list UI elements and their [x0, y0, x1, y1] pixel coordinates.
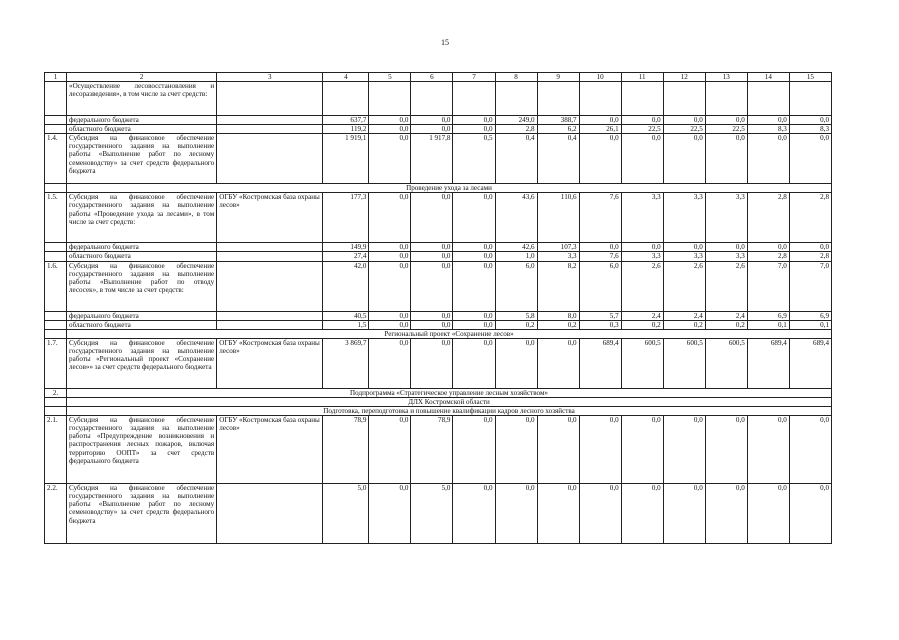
amount-cell: 0,0 — [369, 261, 411, 311]
table-row — [45, 82, 832, 116]
table-row — [45, 338, 832, 388]
amount-cell: 3,3 — [621, 193, 663, 243]
executor-organization — [217, 252, 323, 261]
section-heading-row — [45, 329, 832, 338]
amount-cell: 5,0 — [323, 484, 369, 544]
amount-cell: 0,0 — [495, 484, 537, 544]
amount-cell: 0,0 — [537, 416, 579, 484]
amount-cell: 0,0 — [747, 416, 789, 484]
amount-cell: 7,6 — [579, 193, 621, 243]
amount-cell: 8,0 — [537, 311, 579, 320]
empty-cell — [45, 407, 67, 416]
column-number: 1 — [45, 73, 67, 82]
amount-cell — [663, 82, 705, 116]
amount-cell: 689,4 — [789, 338, 831, 388]
table-header-row — [45, 73, 832, 82]
amount-cell: 637,7 — [323, 116, 369, 125]
amount-cell: 0,0 — [495, 416, 537, 484]
measure-description: федерального бюджета — [67, 311, 217, 320]
amount-cell: 0,1 — [747, 320, 789, 329]
column-number: 14 — [747, 73, 789, 82]
amount-cell: 0,0 — [747, 116, 789, 125]
amount-cell: 0,0 — [411, 252, 453, 261]
page-number: 15 — [441, 38, 449, 47]
measure-description: Субсидия на финансовое обеспечение государственного задания на выполнение работы «Предупреждение возникновения и распространения лесных пожаров, включая территорию ООПТ» за счет средств федерального бюджета — [67, 416, 217, 484]
amount-cell: 2,8 — [495, 125, 537, 134]
subprogram-heading: Подпрограмма «Стратегическое управление лесным хозяйством» — [67, 388, 832, 397]
amount-cell: 0,0 — [789, 243, 831, 252]
amount-cell: 149,9 — [323, 243, 369, 252]
amount-cell: 0,0 — [453, 125, 495, 134]
amount-cell — [453, 82, 495, 116]
amount-cell: 3,3 — [537, 252, 579, 261]
amount-cell: 22,5 — [663, 125, 705, 134]
row-number: 1.4. — [45, 134, 67, 184]
measure-description: Субсидия на финансовое обеспечение государственного задания на выполнение работы «Выполнение работ по лесному семеноводству» за счет средств федерального бюджета — [67, 134, 217, 184]
amount-cell: 0,0 — [453, 261, 495, 311]
amount-cell: 2,8 — [747, 252, 789, 261]
executor-organization — [217, 484, 323, 544]
amount-cell: 0,0 — [663, 134, 705, 184]
amount-cell — [705, 82, 747, 116]
measure-description: Субсидия на финансовое обеспечение государственного задания на выполнение работы «Проведение ухода за лесами», в том числе за счет средств: — [67, 193, 217, 243]
amount-cell: 8,3 — [747, 125, 789, 134]
amount-cell: 0,0 — [705, 243, 747, 252]
amount-cell: 2,8 — [789, 193, 831, 243]
row-number: 2.1. — [45, 416, 67, 484]
row-number — [45, 252, 67, 261]
amount-cell: 0,0 — [453, 416, 495, 484]
amount-cell: 0,0 — [747, 484, 789, 544]
column-number: 4 — [323, 73, 369, 82]
amount-cell: 600,5 — [705, 338, 747, 388]
executor-organization — [217, 311, 323, 320]
amount-cell: 0,0 — [579, 416, 621, 484]
amount-cell: 2,4 — [621, 311, 663, 320]
amount-cell: 0,0 — [663, 116, 705, 125]
row-number — [45, 243, 67, 252]
table-row — [45, 116, 832, 125]
amount-cell: 27,4 — [323, 252, 369, 261]
amount-cell: 0,0 — [453, 193, 495, 243]
amount-cell: 0,0 — [411, 116, 453, 125]
amount-cell: 0,4 — [495, 134, 537, 184]
column-number: 5 — [369, 73, 411, 82]
amount-cell: 107,3 — [537, 243, 579, 252]
amount-cell: 3,3 — [621, 252, 663, 261]
amount-cell: 3,3 — [663, 252, 705, 261]
amount-cell — [537, 82, 579, 116]
amount-cell — [579, 82, 621, 116]
amount-cell: 0,4 — [537, 134, 579, 184]
amount-cell: 0,0 — [663, 416, 705, 484]
amount-cell: 7,0 — [747, 261, 789, 311]
amount-cell: 2,6 — [621, 261, 663, 311]
amount-cell: 6,0 — [495, 261, 537, 311]
amount-cell: 0,0 — [621, 416, 663, 484]
amount-cell: 0,0 — [369, 338, 411, 388]
amount-cell: 0,0 — [495, 338, 537, 388]
section-heading-row — [45, 184, 832, 193]
amount-cell: 8,2 — [537, 261, 579, 311]
amount-cell: 0,0 — [453, 116, 495, 125]
column-number: 13 — [705, 73, 747, 82]
row-number: 2.2. — [45, 484, 67, 544]
amount-cell: 43,6 — [495, 193, 537, 243]
row-number — [45, 82, 67, 116]
amount-cell: 7,6 — [579, 252, 621, 261]
measure-description: «Осуществление лесовосстановления и лесоразведения», в том числе за счет средств: — [67, 82, 217, 116]
amount-cell: 0,0 — [789, 116, 831, 125]
amount-cell: 6,2 — [537, 125, 579, 134]
amount-cell: 5,7 — [579, 311, 621, 320]
row-number: 1.5. — [45, 193, 67, 243]
amount-cell: 42,0 — [323, 261, 369, 311]
row-number: 2. — [45, 388, 67, 397]
amount-cell: 0,0 — [579, 243, 621, 252]
amount-cell: 0,0 — [789, 484, 831, 544]
table-row — [45, 252, 832, 261]
measure-description: Субсидия на финансовое обеспечение государственного задания на выполнение работы «Выполнение работ по отводу лесосек», в том числе за счет средств: — [67, 261, 217, 311]
amount-cell: 3,3 — [705, 193, 747, 243]
amount-cell: 0,0 — [411, 261, 453, 311]
amount-cell: 0,0 — [747, 134, 789, 184]
amount-cell: 0,0 — [789, 134, 831, 184]
executor-organization — [217, 116, 323, 125]
amount-cell: 0,3 — [579, 320, 621, 329]
amount-cell: 6,0 — [579, 261, 621, 311]
executor-organization — [217, 125, 323, 134]
amount-cell: 2,8 — [789, 252, 831, 261]
amount-cell: 3,3 — [705, 252, 747, 261]
measure-description: Субсидия на финансовое обеспечение государственного задания на выполнение работы «Региональный проект «Сохранение лесов»» за счет средств федерального бюджета — [67, 338, 217, 388]
amount-cell: 0,0 — [453, 484, 495, 544]
amount-cell: 0,2 — [621, 320, 663, 329]
amount-cell: 0,1 — [789, 320, 831, 329]
column-number: 10 — [579, 73, 621, 82]
executor-organization — [217, 243, 323, 252]
amount-cell: 0,0 — [453, 320, 495, 329]
table-row — [45, 243, 832, 252]
row-number — [45, 320, 67, 329]
amount-cell: 600,5 — [663, 338, 705, 388]
column-number: 3 — [217, 73, 323, 82]
amount-cell: 0,0 — [369, 320, 411, 329]
amount-cell: 110,6 — [537, 193, 579, 243]
column-number: 12 — [663, 73, 705, 82]
amount-cell: 0,0 — [579, 134, 621, 184]
amount-cell: 0,0 — [411, 338, 453, 388]
amount-cell: 1 919,1 — [323, 134, 369, 184]
amount-cell: 0,0 — [663, 484, 705, 544]
measure-description: Субсидия на финансовое обеспечение государственного задания на выполнение работы «Выполнение работ по лесному семеноводству» за счет средств федерального бюджета — [67, 484, 217, 544]
amount-cell: 0,2 — [705, 320, 747, 329]
amount-cell — [411, 82, 453, 116]
amount-cell: 0,0 — [579, 484, 621, 544]
amount-cell: 0,0 — [369, 134, 411, 184]
amount-cell: 0,5 — [453, 134, 495, 184]
row-number — [45, 116, 67, 125]
amount-cell: 0,0 — [453, 338, 495, 388]
section-heading: Региональный проект «Сохранение лесов» — [67, 329, 832, 338]
amount-cell: 0,0 — [537, 338, 579, 388]
column-number: 15 — [789, 73, 831, 82]
amount-cell: 689,4 — [747, 338, 789, 388]
amount-cell: 2,4 — [663, 311, 705, 320]
amount-cell: 0,0 — [747, 243, 789, 252]
table-row — [45, 193, 832, 243]
table-row — [45, 320, 832, 329]
measure-description: областного бюджета — [67, 125, 217, 134]
executor-organization — [217, 82, 323, 116]
amount-cell — [323, 82, 369, 116]
amount-cell: 2,6 — [663, 261, 705, 311]
amount-cell: 2,6 — [705, 261, 747, 311]
table-row — [45, 134, 832, 184]
executor-organization: ОГБУ «Костромская база охраны лесов» — [217, 416, 323, 484]
table-row — [45, 125, 832, 134]
amount-cell: 42,6 — [495, 243, 537, 252]
amount-cell: 1,5 — [323, 320, 369, 329]
amount-cell — [369, 82, 411, 116]
section-heading-row — [45, 397, 832, 406]
amount-cell: 0,0 — [411, 125, 453, 134]
executor-organization — [217, 134, 323, 184]
empty-cell — [45, 184, 67, 193]
section-heading: Проведение ухода за лесами — [67, 184, 832, 193]
table-row — [45, 416, 832, 484]
amount-cell: 6,9 — [747, 311, 789, 320]
amount-cell — [621, 82, 663, 116]
executor-organization: ОГБУ «Костромская база охраны лесов» — [217, 338, 323, 388]
column-number: 8 — [495, 73, 537, 82]
amount-cell: 22,5 — [705, 125, 747, 134]
amount-cell: 0,0 — [369, 484, 411, 544]
amount-cell: 0,0 — [369, 252, 411, 261]
table-row — [45, 261, 832, 311]
amount-cell: 7,0 — [789, 261, 831, 311]
executor-organization: ОГБУ «Костромская база охраны лесов» — [217, 193, 323, 243]
amount-cell: 0,0 — [537, 484, 579, 544]
amount-cell: 0,0 — [453, 243, 495, 252]
measure-description: федерального бюджета — [67, 116, 217, 125]
table-row — [45, 311, 832, 320]
amount-cell: 689,4 — [579, 338, 621, 388]
empty-cell — [45, 397, 67, 406]
amount-cell: 0,0 — [621, 116, 663, 125]
amount-cell: 0,0 — [411, 311, 453, 320]
amount-cell — [747, 82, 789, 116]
amount-cell: 0,0 — [579, 116, 621, 125]
budget-table — [44, 72, 832, 544]
amount-cell: 0,0 — [453, 252, 495, 261]
amount-cell: 0,0 — [621, 484, 663, 544]
amount-cell: 1,0 — [495, 252, 537, 261]
amount-cell: 22,5 — [621, 125, 663, 134]
amount-cell: 0,2 — [663, 320, 705, 329]
amount-cell: 119,2 — [323, 125, 369, 134]
empty-cell — [45, 329, 67, 338]
amount-cell: 177,3 — [323, 193, 369, 243]
amount-cell: 1 917,8 — [411, 134, 453, 184]
amount-cell: 0,0 — [369, 416, 411, 484]
amount-cell: 0,0 — [369, 116, 411, 125]
amount-cell: 2,4 — [705, 311, 747, 320]
amount-cell: 3,3 — [663, 193, 705, 243]
amount-cell: 8,3 — [789, 125, 831, 134]
amount-cell: 78,9 — [323, 416, 369, 484]
amount-cell: 40,5 — [323, 311, 369, 320]
amount-cell: 0,0 — [705, 416, 747, 484]
amount-cell: 249,0 — [495, 116, 537, 125]
column-number: 2 — [67, 73, 217, 82]
amount-cell: 0,0 — [453, 311, 495, 320]
amount-cell — [495, 82, 537, 116]
amount-cell: 0,0 — [663, 243, 705, 252]
amount-cell: 26,1 — [579, 125, 621, 134]
amount-cell: 0,0 — [369, 243, 411, 252]
amount-cell: 2,8 — [747, 193, 789, 243]
amount-cell: 388,7 — [537, 116, 579, 125]
amount-cell: 0,0 — [705, 134, 747, 184]
executor-organization — [217, 320, 323, 329]
measure-description: областного бюджета — [67, 320, 217, 329]
amount-cell: 0,0 — [411, 193, 453, 243]
column-number: 7 — [453, 73, 495, 82]
amount-cell: 5,8 — [495, 311, 537, 320]
row-number: 1.7. — [45, 338, 67, 388]
amount-cell: 0,0 — [705, 484, 747, 544]
table-row — [45, 484, 832, 544]
measure-description: областного бюджета — [67, 252, 217, 261]
section-heading: Подготовка, переподготовка и повышение квалификации кадров лесного хозяйства — [67, 407, 832, 416]
amount-cell: 78,9 — [411, 416, 453, 484]
amount-cell: 0,2 — [537, 320, 579, 329]
row-number: 1.6. — [45, 261, 67, 311]
subprogram-row — [45, 388, 832, 397]
amount-cell — [789, 82, 831, 116]
amount-cell: 600,5 — [621, 338, 663, 388]
amount-cell: 0,2 — [495, 320, 537, 329]
column-number: 6 — [411, 73, 453, 82]
amount-cell: 0,0 — [621, 243, 663, 252]
amount-cell: 0,0 — [705, 116, 747, 125]
section-heading-row — [45, 407, 832, 416]
measure-description: федерального бюджета — [67, 243, 217, 252]
amount-cell: 0,0 — [621, 134, 663, 184]
row-number — [45, 125, 67, 134]
amount-cell: 5,0 — [411, 484, 453, 544]
column-number: 9 — [537, 73, 579, 82]
amount-cell: 0,0 — [369, 125, 411, 134]
section-heading: ДЛХ Костромской области — [67, 397, 832, 406]
amount-cell: 0,0 — [789, 416, 831, 484]
executor-organization — [217, 261, 323, 311]
amount-cell: 0,0 — [369, 311, 411, 320]
amount-cell: 0,0 — [411, 243, 453, 252]
row-number — [45, 311, 67, 320]
column-number: 11 — [621, 73, 663, 82]
amount-cell: 0,0 — [411, 320, 453, 329]
amount-cell: 3 869,7 — [323, 338, 369, 388]
amount-cell: 6,9 — [789, 311, 831, 320]
amount-cell: 0,0 — [369, 193, 411, 243]
